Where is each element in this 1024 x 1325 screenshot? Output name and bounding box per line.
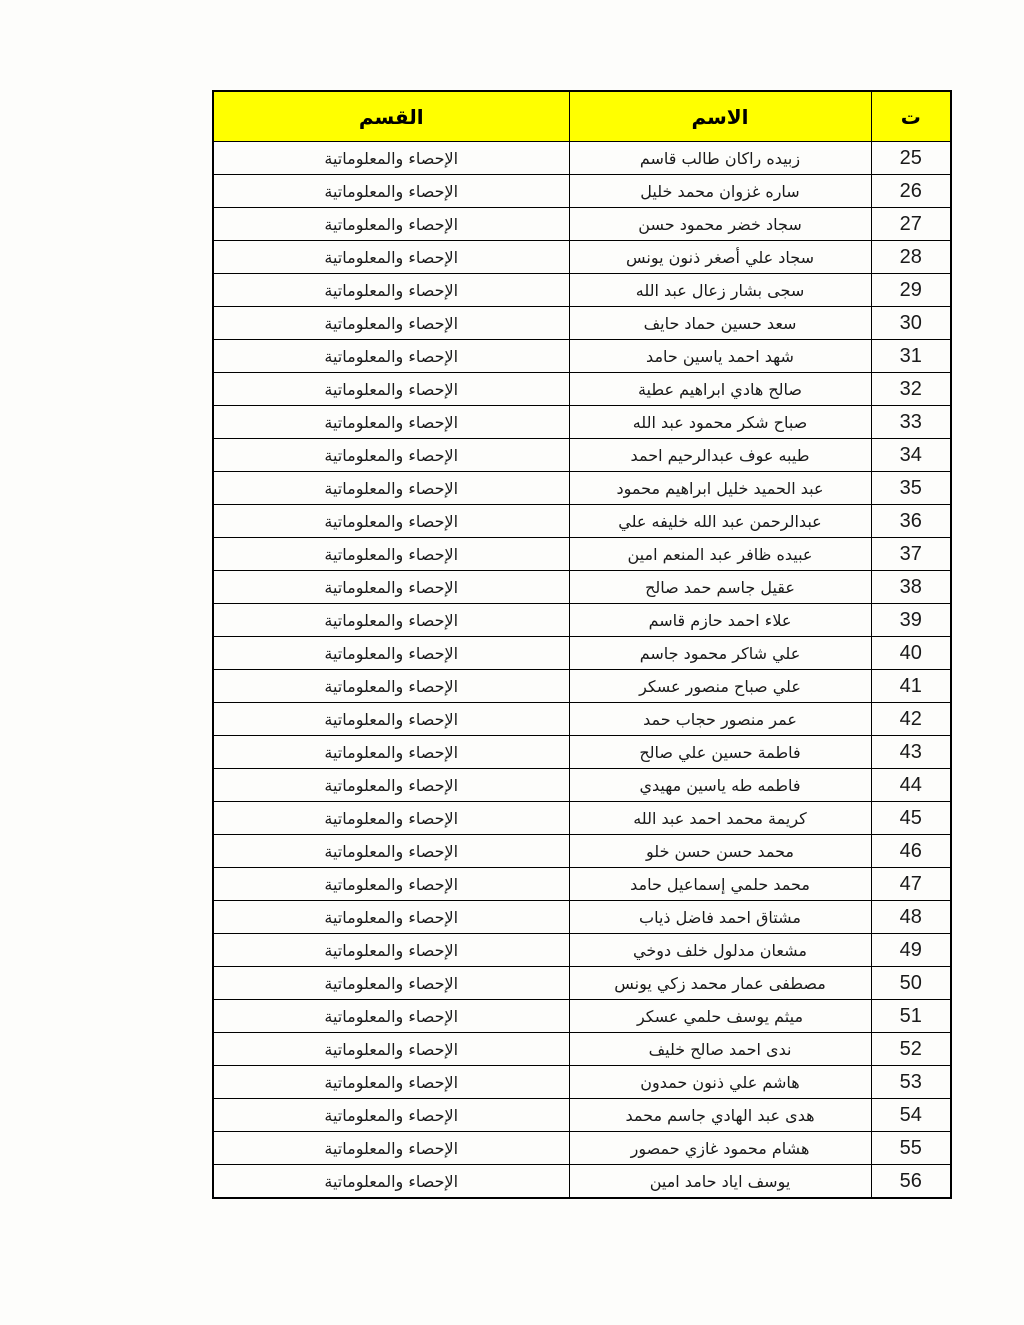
- table-row: [213, 373, 951, 406]
- row-number-cell: 43: [871, 736, 951, 769]
- row-number-cell: 55: [871, 1132, 951, 1165]
- table-row: [213, 175, 951, 208]
- table-row: [213, 1165, 951, 1199]
- department-cell: الإحصاء والمعلوماتية: [213, 439, 569, 472]
- student-roster-table: [212, 90, 952, 1199]
- department-cell: الإحصاء والمعلوماتية: [213, 472, 569, 505]
- row-number-cell: 38: [871, 571, 951, 604]
- student-name-cell: زبيده راكان طالب قاسم: [569, 142, 871, 175]
- department-cell: الإحصاء والمعلوماتية: [213, 406, 569, 439]
- table-row: [213, 538, 951, 571]
- row-number-cell: 32: [871, 373, 951, 406]
- department-cell: الإحصاء والمعلوماتية: [213, 868, 569, 901]
- row-number-cell: 53: [871, 1066, 951, 1099]
- department-cell: الإحصاء والمعلوماتية: [213, 208, 569, 241]
- student-name-cell: فاطمه طه ياسين مهيدي: [569, 769, 871, 802]
- table-row: [213, 670, 951, 703]
- row-number-cell: 48: [871, 901, 951, 934]
- student-name-cell: علي شاكر محمود جاسم: [569, 637, 871, 670]
- table-row: [213, 637, 951, 670]
- department-cell: الإحصاء والمعلوماتية: [213, 571, 569, 604]
- student-name-cell: هشام محمود غازي حمصور: [569, 1132, 871, 1165]
- department-cell: الإحصاء والمعلوماتية: [213, 373, 569, 406]
- column-header-name: الاسم: [569, 91, 871, 142]
- department-cell: الإحصاء والمعلوماتية: [213, 703, 569, 736]
- table-header-row: [213, 91, 951, 142]
- table-row: [213, 472, 951, 505]
- department-cell: الإحصاء والمعلوماتية: [213, 538, 569, 571]
- department-cell: الإحصاء والمعلوماتية: [213, 175, 569, 208]
- student-name-cell: عمر منصور حجاب حمد: [569, 703, 871, 736]
- student-name-cell: يوسف اياد حامد امين: [569, 1165, 871, 1199]
- table-row: [213, 835, 951, 868]
- table-body: [213, 142, 951, 1199]
- row-number-cell: 31: [871, 340, 951, 373]
- table-row: [213, 604, 951, 637]
- department-cell: الإحصاء والمعلوماتية: [213, 241, 569, 274]
- table-row: [213, 802, 951, 835]
- department-cell: الإحصاء والمعلوماتية: [213, 1132, 569, 1165]
- department-cell: الإحصاء والمعلوماتية: [213, 835, 569, 868]
- row-number-cell: 37: [871, 538, 951, 571]
- table-row: [213, 901, 951, 934]
- row-number-cell: 27: [871, 208, 951, 241]
- student-name-cell: مشتاق احمد فاضل ذياب: [569, 901, 871, 934]
- row-number-cell: 52: [871, 1033, 951, 1066]
- department-cell: الإحصاء والمعلوماتية: [213, 736, 569, 769]
- row-number-cell: 45: [871, 802, 951, 835]
- department-cell: الإحصاء والمعلوماتية: [213, 769, 569, 802]
- student-name-cell: هاشم علي ذنون حمدون: [569, 1066, 871, 1099]
- student-name-cell: محمد حلمي إسماعيل حامد: [569, 868, 871, 901]
- department-cell: الإحصاء والمعلوماتية: [213, 604, 569, 637]
- row-number-cell: 29: [871, 274, 951, 307]
- row-number-cell: 35: [871, 472, 951, 505]
- table-row: [213, 703, 951, 736]
- table-row: [213, 1033, 951, 1066]
- student-name-cell: هدى عبد الهادي جاسم محمد: [569, 1099, 871, 1132]
- table-row: [213, 1099, 951, 1132]
- student-name-cell: طيبه عوف عبدالرحيم احمد: [569, 439, 871, 472]
- table-row: [213, 571, 951, 604]
- row-number-cell: 34: [871, 439, 951, 472]
- row-number-cell: 56: [871, 1165, 951, 1199]
- student-name-cell: عبيده ظافر عبد المنعم امين: [569, 538, 871, 571]
- table-row: [213, 769, 951, 802]
- row-number-cell: 41: [871, 670, 951, 703]
- row-number-cell: 28: [871, 241, 951, 274]
- student-name-cell: ساره غزوان محمد خليل: [569, 175, 871, 208]
- department-cell: الإحصاء والمعلوماتية: [213, 307, 569, 340]
- table-row: [213, 274, 951, 307]
- table-row: [213, 505, 951, 538]
- department-cell: الإحصاء والمعلوماتية: [213, 1000, 569, 1033]
- table-row: [213, 340, 951, 373]
- student-name-cell: ميثم يوسف حلمي عسكر: [569, 1000, 871, 1033]
- student-name-cell: عبدالرحمن عبد الله خليفه علي: [569, 505, 871, 538]
- row-number-cell: 51: [871, 1000, 951, 1033]
- student-name-cell: علي صباح منصور عسكر: [569, 670, 871, 703]
- department-cell: الإحصاء والمعلوماتية: [213, 637, 569, 670]
- table-row: [213, 142, 951, 175]
- student-name-cell: عقيل جاسم حمد صالح: [569, 571, 871, 604]
- row-number-cell: 50: [871, 967, 951, 1000]
- row-number-cell: 47: [871, 868, 951, 901]
- table-row: [213, 1132, 951, 1165]
- student-name-cell: علاء احمد حازم قاسم: [569, 604, 871, 637]
- column-header-department: القسم: [213, 91, 569, 142]
- student-name-cell: مصطفى عمار محمد زكي يونس: [569, 967, 871, 1000]
- table-row: [213, 868, 951, 901]
- table-row: [213, 967, 951, 1000]
- student-name-cell: سجى بشار زعال عبد الله: [569, 274, 871, 307]
- student-name-cell: سجاد خضر محمود حسن: [569, 208, 871, 241]
- table-row: [213, 208, 951, 241]
- row-number-cell: 39: [871, 604, 951, 637]
- department-cell: الإحصاء والمعلوماتية: [213, 967, 569, 1000]
- student-name-cell: سجاد علي أصغر ذنون يونس: [569, 241, 871, 274]
- table-row: [213, 1000, 951, 1033]
- student-name-cell: فاطمة حسين علي صالح: [569, 736, 871, 769]
- department-cell: الإحصاء والمعلوماتية: [213, 1033, 569, 1066]
- department-cell: الإحصاء والمعلوماتية: [213, 1165, 569, 1199]
- student-name-cell: مشعان مدلول خلف دوخي: [569, 934, 871, 967]
- table-row: [213, 736, 951, 769]
- department-cell: الإحصاء والمعلوماتية: [213, 1099, 569, 1132]
- department-cell: الإحصاء والمعلوماتية: [213, 1066, 569, 1099]
- department-cell: الإحصاء والمعلوماتية: [213, 934, 569, 967]
- table-row: [213, 406, 951, 439]
- row-number-cell: 40: [871, 637, 951, 670]
- student-name-cell: صالح هادي ابراهيم عطية: [569, 373, 871, 406]
- department-cell: الإحصاء والمعلوماتية: [213, 274, 569, 307]
- row-number-cell: 44: [871, 769, 951, 802]
- student-name-cell: كريمة محمد احمد عبد الله: [569, 802, 871, 835]
- table-row: [213, 307, 951, 340]
- student-name-cell: ندى احمد صالح خليف: [569, 1033, 871, 1066]
- department-cell: الإحصاء والمعلوماتية: [213, 505, 569, 538]
- department-cell: الإحصاء والمعلوماتية: [213, 802, 569, 835]
- row-number-cell: 46: [871, 835, 951, 868]
- student-name-cell: صباح شكر محمود عبد الله: [569, 406, 871, 439]
- table-row: [213, 934, 951, 967]
- department-cell: الإحصاء والمعلوماتية: [213, 670, 569, 703]
- row-number-cell: 33: [871, 406, 951, 439]
- student-name-cell: سعد حسين حماد حايف: [569, 307, 871, 340]
- student-name-cell: شهد احمد ياسين حامد: [569, 340, 871, 373]
- row-number-cell: 49: [871, 934, 951, 967]
- row-number-cell: 42: [871, 703, 951, 736]
- student-name-cell: محمد حسن حسن خلو: [569, 835, 871, 868]
- row-number-cell: 26: [871, 175, 951, 208]
- department-cell: الإحصاء والمعلوماتية: [213, 901, 569, 934]
- table-row: [213, 439, 951, 472]
- department-cell: الإحصاء والمعلوماتية: [213, 340, 569, 373]
- row-number-cell: 54: [871, 1099, 951, 1132]
- row-number-cell: 30: [871, 307, 951, 340]
- department-cell: الإحصاء والمعلوماتية: [213, 142, 569, 175]
- row-number-cell: 36: [871, 505, 951, 538]
- table-row: [213, 241, 951, 274]
- table-row: [213, 1066, 951, 1099]
- column-header-number: ت: [871, 91, 951, 142]
- student-name-cell: عبد الحميد خليل ابراهيم محمود: [569, 472, 871, 505]
- row-number-cell: 25: [871, 142, 951, 175]
